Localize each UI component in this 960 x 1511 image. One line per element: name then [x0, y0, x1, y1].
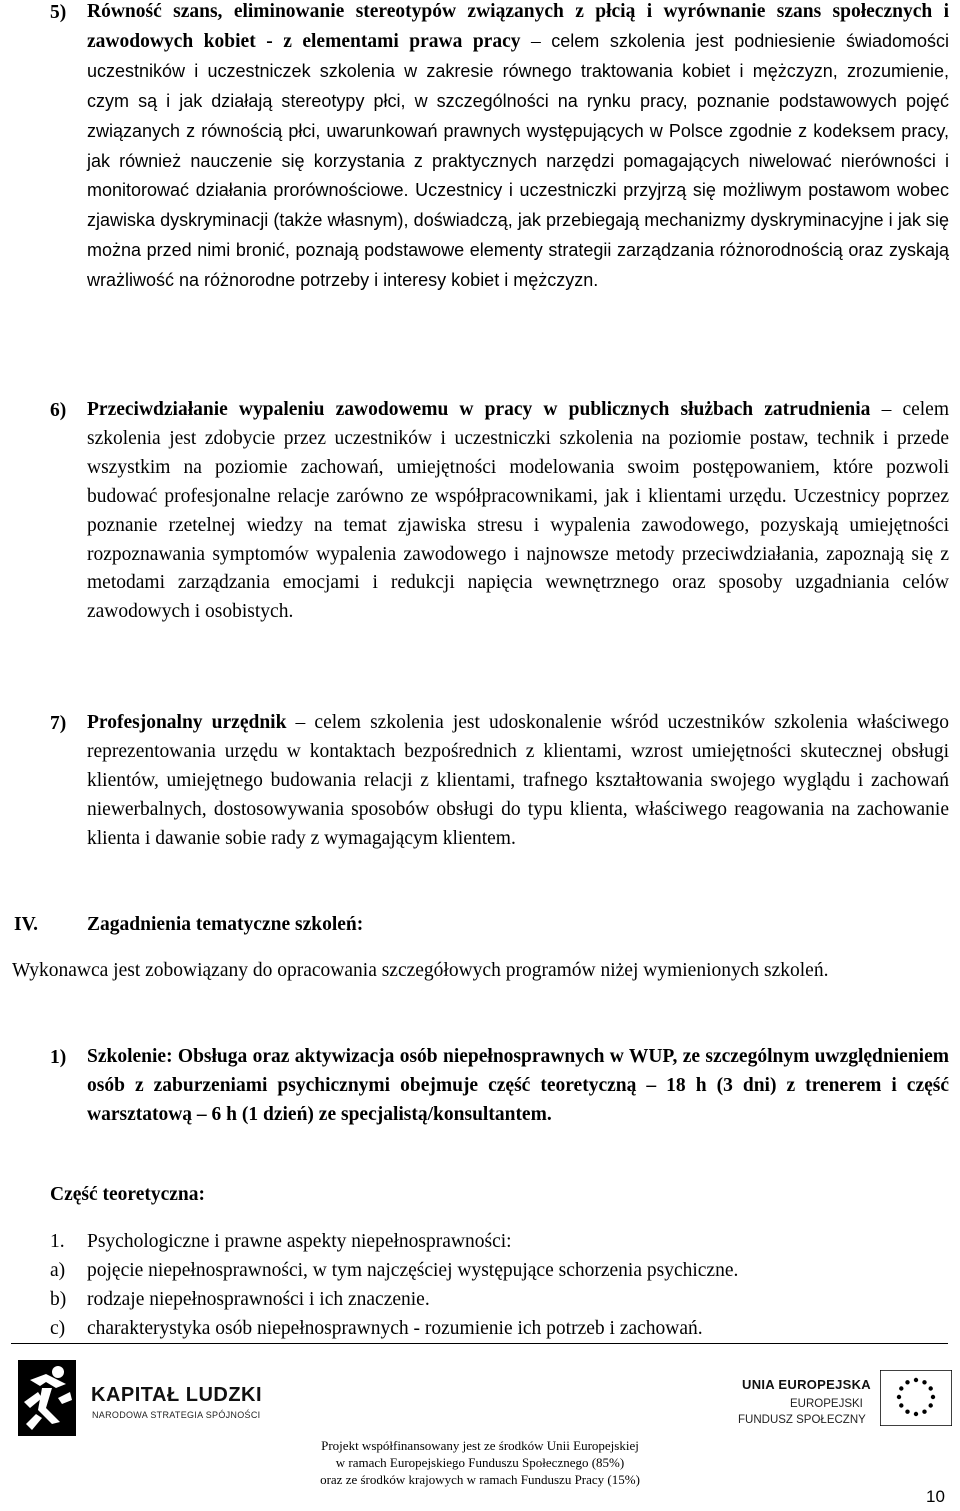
section-7-number: 7): [50, 713, 67, 734]
training-1-title: Szkolenie: Obsługa oraz aktywizacja osób niepełnosprawnych w WUP, ze szczególnym uwzględnieniem osób z zaburzeniami psychicznymi obejmuje część teoretyczną – 18 h (3 dni) z trenerem i część warsztatową – 6 h (1 dzień) ze specjalistą/konsultantem.: [87, 1046, 949, 1125]
section-5-dash: –: [520, 30, 552, 52]
list-item-marker: c): [50, 1318, 66, 1339]
section-7-title: Profesjonalny urzędnik: [87, 712, 287, 733]
list-item-marker: a): [50, 1260, 66, 1281]
kapital-ludzki-subtitle: NARODOWA STRATEGIA SPÓJNOŚCI: [92, 1410, 261, 1420]
footer-cofinancing-line-3: oraz ze środków krajowych w ramach Funduszu Pracy (15%): [320, 1472, 640, 1487]
eu-logo-line-2: EUROPEJSKI: [790, 1398, 863, 1410]
section-5-number: 5): [50, 2, 67, 23]
section-6-number: 6): [50, 400, 67, 421]
section-5-title: Równość szans, eliminowanie stereotypów związanych z płcią i wyrównanie szans społecznych i zawodowych kobiet - z elementami prawa pracy: [87, 1, 949, 52]
chapter-iv-title: Zagadnienia tematyczne szkoleń:: [87, 914, 364, 935]
page-number: 10: [926, 1487, 945, 1506]
footer-cofinancing-line-1: Projekt współfinansowany jest ze środków Unii Europejskiej: [321, 1438, 639, 1453]
kapital-ludzki-title: KAPITAŁ LUDZKI: [91, 1384, 263, 1406]
section-7-body: – celem szkolenia jest udoskonalenie wśród uczestników szkolenia właściwego reprezentowania urzędu w kontaktach bezpośrednich z klientami, wzrost umiejętności skutecznej obsługi klientów, umiejętnego budowania relacji z klientami, trafnego kształtowania swojego wyglądu i zachowań niewerbalnych, dostosowywania sposobów obsługi do typu klienta, właściwego reagowania na zachowanie klienta i dawanie sobie rady z wymagającym klientem.: [87, 712, 949, 849]
footer-cofinancing-line-2: w ramach Europejskiego Funduszu Społecznego (85%): [335, 1455, 625, 1470]
theory-heading: Część teoretyczna:: [50, 1184, 206, 1205]
footer-divider: [11, 1343, 948, 1344]
list-item-marker: b): [50, 1289, 67, 1310]
section-6: [87, 396, 949, 627]
eu-logo-line-3: FUNDUSZ SPOŁECZNY: [738, 1414, 866, 1426]
section-6-body: – celem szkolenia jest zdobycie przez uczestników i uczestniczki szkolenia na poziomie postaw, technik i przede wszystkim na poziomie zachowań, umiejętności modelowania swoim postępowaniem, które pozwoli budować profesjonalne relacje zarówno ze współpracownikami, jak i klientami urzędu. Uczestnicy poprzez poznanie rzetelnej wiedzy na temat zjawiska stresu i wypalenia zawodowego, pozyskają umiejętności rozpoznawania symptomów wypalenia zawodowego i najnowsze metody przeciwdziałania, zapoznają się z metodami zarządzania emocjami i redukcji napięcia wewnętrznego oraz sposoby uzgadniania celów zawodowych i osobistych.: [87, 399, 949, 623]
list-item: rodzaje niepełnosprawności i ich znaczenie.: [87, 1289, 430, 1310]
chapter-iv-number: IV.: [14, 914, 39, 935]
eu-logo: [732, 1370, 952, 1440]
eu-flag-icon: [880, 1370, 952, 1426]
list-item-marker: 1.: [50, 1231, 65, 1252]
kapital-ludzki-logo: [16, 1358, 276, 1438]
section-5-body-continued: Uczestnicy i uczestniczki przyjrzą się możliwym postawom wobec zjawiska dyskryminacji (także własnym), doświadczą, jak przebiegają mechanizmy dyskryminacyjne i jak się można przed nimi bronić, poznają podstawowe elementy strategii zarządzania różnorodnością oraz zyskają wrażliwość na różnorodne potrzeby i interesy kobiet i mężczyzn.: [87, 180, 949, 291]
kapital-ludzki-emblem-icon: [16, 1358, 78, 1438]
list-item: Psychologiczne i prawne aspekty niepełnosprawności:: [87, 1231, 512, 1252]
section-5-body: celem szkolenia jest podniesienie świadomości uczestników i uczestniczek szkolenia w zakresie równego traktowania kobiet i mężczyzn, zrozumienie, czym są i jak działają stereotypy płci, w szczególności na rynku pracy, poznanie podstawowych pojęć związanych z równością płci, uwarunkowań prawnych występujących w Polsce zgodnie z kodeksem pracy, jak również nauczenie się korzystania z praktycznych narzędzi pomagających niwelować nierówności i monitorować działania prorównościowe.: [87, 30, 950, 201]
training-1-number: 1): [50, 1047, 67, 1068]
list-item: pojęcie niepełnosprawności, w tym najczęściej występujące schorzenia psychiczne.: [87, 1260, 739, 1281]
intro-paragraph: Wykonawca jest zobowiązany do opracowania szczegółowych programów niżej wymienionych szkoleń.: [12, 960, 829, 981]
list-item: charakterystyka osób niepełnosprawnych - rozumienie ich potrzeb i zachowań.: [87, 1318, 703, 1339]
section-5: [87, 0, 949, 296]
section-7: [87, 709, 949, 854]
eu-logo-line-1: UNIA EUROPEJSKA: [742, 1377, 871, 1392]
section-6-title: Przeciwdziałanie wypaleniu zawodowemu w pracy w publicznych służbach zatrudnienia: [87, 399, 871, 420]
